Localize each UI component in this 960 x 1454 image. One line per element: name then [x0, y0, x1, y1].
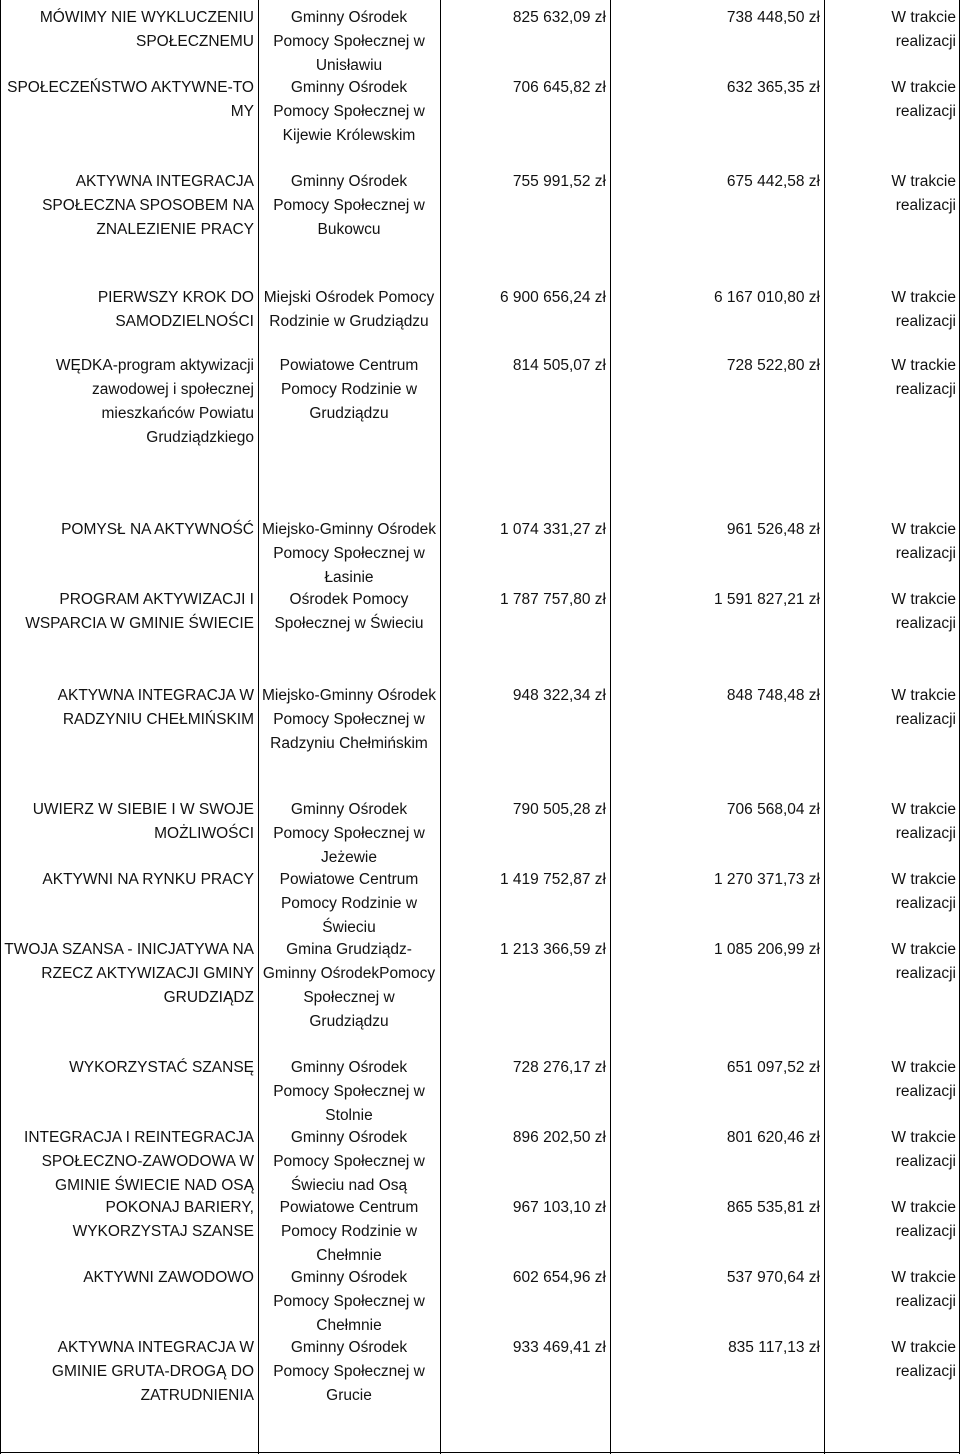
grid-line [440, 0, 441, 1454]
cell-grant: 848 748,48 zł [726, 687, 820, 704]
table-row [0, 1056, 960, 1126]
cell-grant: 1 270 371,73 zł [713, 871, 820, 888]
cell-title: AKTYWNA INTEGRACJA SPOŁECZNA SPOSOBEM NA ZNALEZIENIE PRACY [42, 173, 254, 238]
cell-status: W trakcie realizacji [891, 941, 956, 982]
cell-institution: Powiatowe Centrum Pomocy Rodzinie w Grudziądzu [279, 357, 419, 422]
cell-title: AKTYWNA INTEGRACJA W RADZYNIU CHEŁMIŃSKIM [57, 687, 254, 728]
cell-institution: Gminny Ośrodek Pomocy Społecznej w Bukowcu [273, 173, 425, 238]
cell-grant: 1 085 206,99 zł [713, 941, 820, 958]
cell-title: SPOŁECZEŃSTWO AKTYWNE-TO MY [7, 79, 254, 120]
cell-status: W trakcie realizacji [891, 289, 956, 330]
cell-total: 967 103,10 zł [512, 1199, 606, 1216]
cell-status: W trakcie realizacji [891, 521, 956, 562]
cell-institution: Ośrodek Pomocy Społecznej w Świeciu [274, 591, 424, 632]
table-row [0, 518, 960, 588]
cell-status: W trakcie realizacji [891, 79, 956, 120]
cell-title: WĘDKA-program aktywizacji zawodowej i społecznej mieszkańców Powiatu Grudziądzkiego [55, 357, 254, 446]
cell-status: W trakcie realizacji [891, 591, 956, 632]
cell-institution: Powiatowe Centrum Pomocy Rodzinie w Chełmnie [279, 1199, 419, 1264]
cell-total: 1 787 757,80 zł [499, 591, 606, 608]
table-row [0, 286, 960, 354]
cell-grant: 738 448,50 zł [726, 9, 820, 26]
cell-total: 790 505,28 zł [512, 801, 606, 818]
cell-total: 1 074 331,27 zł [499, 521, 606, 538]
cell-title: AKTYWNI NA RYNKU PRACY [42, 871, 254, 888]
cell-total: 755 991,52 zł [512, 173, 606, 190]
cell-status: W trakcie realizacji [891, 1129, 956, 1170]
cell-institution: Gminny Ośrodek Pomocy Społecznej w Grucie [273, 1339, 425, 1404]
cell-status: W trakcie realizacji [891, 173, 956, 214]
cell-total: 1 419 752,87 zł [499, 871, 606, 888]
cell-status: W trakcie realizacji [891, 801, 956, 842]
cell-status: W trakcie realizacji [891, 871, 956, 912]
table-row [0, 1196, 960, 1266]
cell-institution: Gminny Ośrodek Pomocy Społecznej w Unisławiu [273, 9, 425, 74]
cell-total: 814 505,07 zł [512, 357, 606, 374]
cell-institution: Gminny Ośrodek Pomocy Społecznej w Chełmnie [273, 1269, 425, 1334]
table-row [0, 354, 960, 454]
cell-title: UWIERZ W SIEBIE I W SWOJE MOŻLIWOŚCI [32, 801, 254, 842]
cell-status: W trakcie realizacji [891, 1339, 956, 1380]
cell-grant: 961 526,48 zł [726, 521, 820, 538]
table-row [0, 684, 960, 784]
cell-grant: 728 522,80 zł [726, 357, 820, 374]
cell-title: TWOJA SZANSA - INICJATYWA NA RZECZ AKTYWIZACJI GMINY GRUDZIĄDZ [4, 941, 254, 1006]
grid-line [258, 0, 259, 1454]
cell-grant: 537 970,64 zł [726, 1269, 820, 1286]
table-row [0, 76, 960, 156]
cell-institution: Miejski Ośrodek Pomocy Rodzinie w Grudziądzu [263, 289, 435, 330]
cell-grant: 651 097,52 zł [726, 1059, 820, 1076]
cell-total: 6 900 656,24 zł [499, 289, 606, 306]
table-row [0, 588, 960, 654]
cell-title: POMYSŁ NA AKTYWNOŚĆ [61, 521, 254, 538]
cell-total: 1 213 366,59 zł [499, 941, 606, 958]
cell-status: W trakcie realizacji [891, 1059, 956, 1100]
grid-line [0, 1452, 960, 1453]
cell-total: 728 276,17 zł [512, 1059, 606, 1076]
cell-grant: 6 167 010,80 zł [713, 289, 820, 306]
cell-title: MÓWIMY NIE WYKLUCZENIU SPOŁECZNEMU [39, 9, 254, 50]
cell-grant: 632 365,35 zł [726, 79, 820, 96]
cell-grant: 1 591 827,21 zł [713, 591, 820, 608]
cell-title: PIERWSZY KROK DO SAMODZIELNOŚCI [97, 289, 254, 330]
cell-grant: 835 117,13 zł [728, 1339, 820, 1356]
cell-total: 933 469,41 zł [512, 1339, 606, 1356]
cell-institution: Powiatowe Centrum Pomocy Rodzinie w Świeciu [279, 871, 419, 936]
cell-title: WYKORZYSTAĆ SZANSĘ [69, 1059, 254, 1076]
cell-total: 706 645,82 zł [512, 79, 606, 96]
cell-grant: 801 620,46 zł [726, 1129, 820, 1146]
cell-institution: Gminny Ośrodek Pomocy Społecznej w Jeżewie [273, 801, 425, 866]
table-row [0, 868, 960, 938]
cell-total: 602 654,96 zł [512, 1269, 606, 1286]
cell-title: AKTYWNI ZAWODOWO [83, 1269, 254, 1286]
cell-grant: 706 568,04 zł [726, 801, 820, 818]
cell-institution: Gminny Ośrodek Pomocy Społecznej w Stolnie [273, 1059, 425, 1124]
cell-status: W trakcie realizacji [891, 1269, 956, 1310]
table-row [0, 170, 960, 270]
cell-title: POKONAJ BARIERY, WYKORZYSTAJ SZANSE [72, 1199, 254, 1240]
cell-institution: Gminny Ośrodek Pomocy Społecznej w Kijewie Królewskim [273, 79, 425, 144]
cell-institution: Gmina Grudziądz-Gminny OśrodekPomocy Społecznej w Grudziądzu [262, 941, 436, 1030]
table-row [0, 6, 960, 76]
cell-total: 896 202,50 zł [512, 1129, 606, 1146]
cell-total: 948 322,34 zł [512, 687, 606, 704]
grid-line [824, 0, 825, 1454]
table-row [0, 1266, 960, 1336]
cell-title: PROGRAM AKTYWIZACJI I WSPARCIA W GMINIE ŚWIECIE [25, 591, 254, 632]
grid-line [0, 0, 1, 1454]
cell-institution: Miejsko-Gminny Ośrodek Pomocy Społecznej w Łasinie [262, 521, 436, 586]
cell-status: W trackie realizacji [891, 357, 956, 398]
table-row [0, 1336, 960, 1426]
grid-line [610, 0, 611, 1454]
cell-title: INTEGRACJA I REINTEGRACJA SPOŁECZNO-ZAWODOWA W GMINIE ŚWIECIE NAD OSĄ [24, 1129, 254, 1194]
cell-status: W trakcie realizacji [891, 9, 956, 50]
table-row [0, 798, 960, 868]
table-row [0, 1126, 960, 1196]
cell-status: W trakcie realizacji [891, 687, 956, 728]
cell-institution: Gminny Ośrodek Pomocy Społecznej w Świeciu nad Osą [273, 1129, 425, 1194]
cell-title: AKTYWNA INTEGRACJA W GMINIE GRUTA-DROGĄ DO ZATRUDNIENIA [51, 1339, 254, 1404]
cell-status: W trakcie realizacji [891, 1199, 956, 1240]
cell-total: 825 632,09 zł [512, 9, 606, 26]
cell-grant: 675 442,58 zł [726, 173, 820, 190]
cell-grant: 865 535,81 zł [726, 1199, 820, 1216]
cell-institution: Miejsko-Gminny Ośrodek Pomocy Społecznej w Radzyniu Chełmińskim [262, 687, 436, 752]
table-row [0, 938, 960, 1056]
